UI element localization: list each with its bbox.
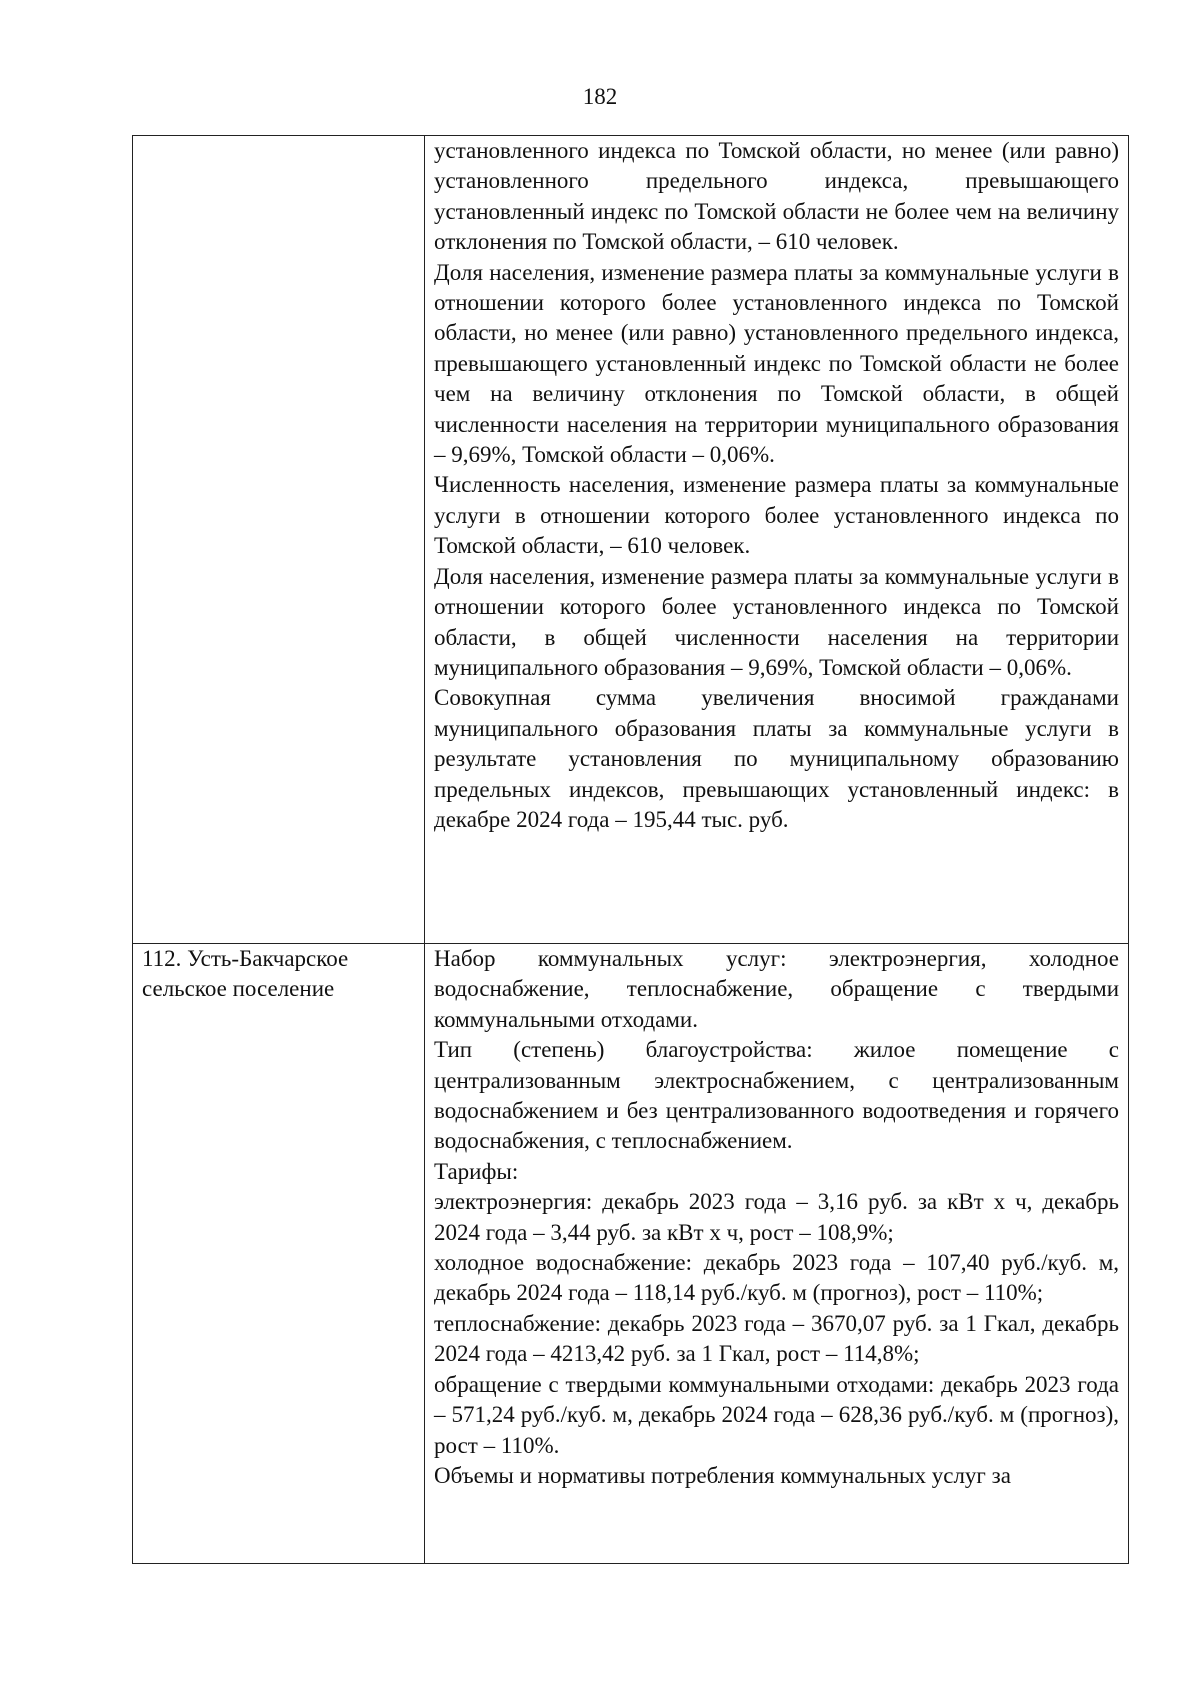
municipality-name-line: сельское поселение bbox=[142, 976, 335, 1002]
table-row bbox=[133, 136, 1129, 944]
paragraph: Тип (степень) благоустройства: жилое помещение с централизованным электроснабжением, с централизованным водоснабжением и без централизованного водоотведения и горячего водоснабжения, с теплоснабжением. bbox=[434, 1037, 1119, 1154]
municipality-cell bbox=[133, 944, 425, 1564]
paragraph: установленного индекса по Томской области, но менее (или равно) установленного предельного индекса, превышающего установленный индекс по Томской области не более чем на величину отклонения по Томской области, – 610 человек. bbox=[434, 138, 1119, 255]
data-table bbox=[132, 135, 1129, 1564]
municipality-cell bbox=[133, 136, 425, 944]
paragraph: Объемы и нормативы потребления коммунальных услуг за bbox=[434, 1462, 1011, 1488]
paragraph: обращение с твердыми коммунальными отходами: декабрь 2023 года – 571,24 руб./куб. м, декабрь 2024 года – 628,36 руб./куб. м (прогноз), рост – 110%. bbox=[434, 1371, 1119, 1458]
paragraph: Доля населения, изменение размера платы за коммунальные услуги в отношении которого более установленного индекса по Томской области, но менее (или равно) установленного предельного индекса, превышающего установленный индекс по Томской области не более чем на величину отклонения по Томской области, в общей численности населения на территории муниципального образования – 9,69%, Томской области – 0,06%. bbox=[434, 259, 1119, 468]
table-row bbox=[133, 944, 1129, 1564]
paragraph: Тарифы: bbox=[434, 1158, 519, 1184]
paragraph: Набор коммунальных услуг: электроэнергия, холодное водоснабжение, теплоснабжение, обращение с твердыми коммунальными отходами. bbox=[434, 946, 1119, 1032]
paragraph: теплоснабжение: декабрь 2023 года – 3670,07 руб. за 1 Гкал, декабрь 2024 года – 4213,42 руб. за 1 Гкал, рост – 114,8%; bbox=[434, 1310, 1119, 1367]
paragraph: Совокупная сумма увеличения вносимой гражданами муниципального образования платы за коммунальные услуги в результате установления по муниципальному образованию предельных индексов, превышающих установленный индекс: в декабре 2024 года – 195,44 тыс. руб. bbox=[434, 685, 1119, 832]
paragraph: Численность населения, изменение размера платы за коммунальные услуги в отношении которого более установленного индекса по Томской области, – 610 человек. bbox=[434, 472, 1119, 559]
municipality-name-line: 112. Усть-Бакчарское bbox=[142, 946, 349, 971]
details-cell bbox=[425, 944, 1129, 1564]
page-number: 182 bbox=[582, 84, 618, 109]
details-cell bbox=[425, 136, 1129, 944]
paragraph: Доля населения, изменение размера платы за коммунальные услуги в отношении которого более установленного индекса по Томской области, в общей численности населения на территории муниципального образования – 9,69%, Томской области – 0,06%. bbox=[434, 563, 1119, 680]
paragraph: электроэнергия: декабрь 2023 года – 3,16 руб. за кВт х ч, декабрь 2024 года – 3,44 руб. за кВт х ч, рост – 108,9%; bbox=[434, 1189, 1119, 1245]
paragraph: холодное водоснабжение: декабрь 2023 года – 107,40 руб./куб. м, декабрь 2024 года – 118,14 руб./куб. м (прогноз), рост – 110%; bbox=[434, 1250, 1119, 1306]
